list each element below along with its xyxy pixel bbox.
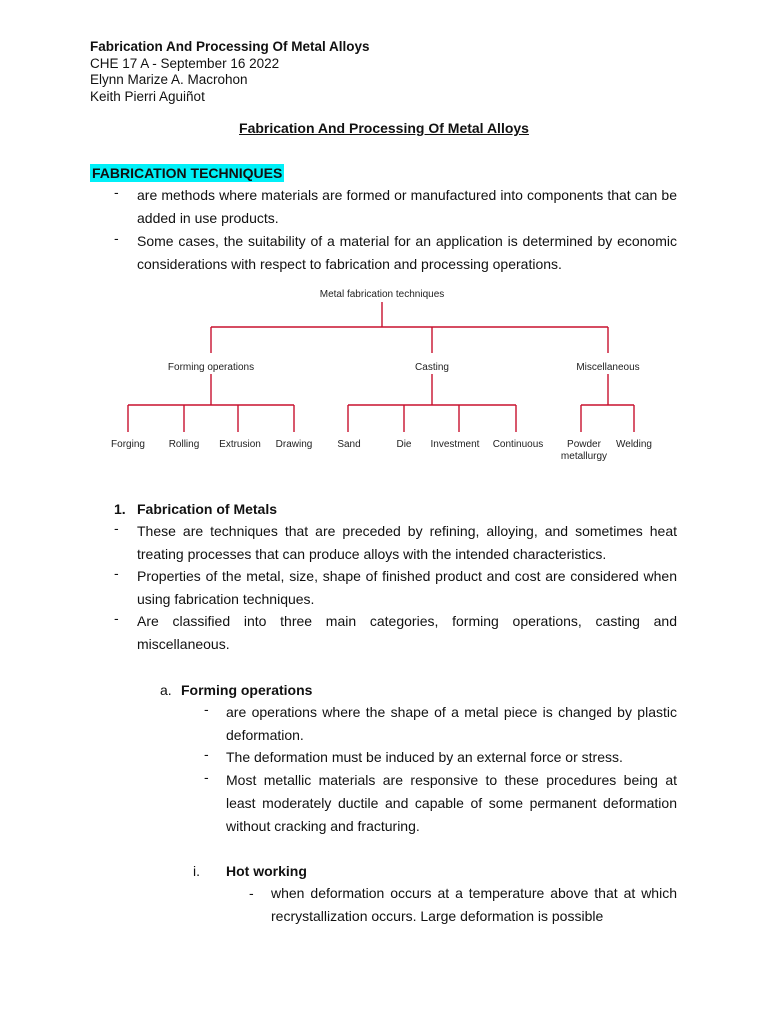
bullet-dash: - bbox=[114, 520, 119, 536]
bullet-dash: - bbox=[204, 746, 209, 762]
header-course-date: CHE 17 A - September 16 2022 bbox=[90, 56, 280, 71]
bullet-dash: - bbox=[114, 565, 119, 581]
bullet-dash: - bbox=[249, 885, 254, 901]
section-bullet-2: Some cases, the suitability of a material for an application is determined by economic considerations with respect to fabrication and processing operations. bbox=[137, 233, 677, 272]
subsection-a-bullet-1: are operations where the shape of a metal piece is changed by plastic deformation. bbox=[226, 704, 677, 743]
diagram-leaf-rolling: Rolling bbox=[168, 439, 200, 450]
bullet-dash: - bbox=[114, 184, 119, 200]
header-author-2: Keith Pierri Aguiñot bbox=[90, 89, 205, 104]
section-1-bullet-2: Properties of the metal, size, shape of finished product and cost are considered when using fabrication techniques. bbox=[137, 568, 677, 607]
subsection-i-numeral: i. bbox=[193, 863, 200, 879]
subsection-i-heading: Hot working bbox=[226, 863, 307, 879]
diagram-leaf-investment: Investment bbox=[430, 439, 480, 450]
header-doc-title: Fabrication And Processing Of Metal Alloys bbox=[90, 39, 370, 54]
diagram-group-miscellaneous: Miscellaneous bbox=[576, 362, 640, 373]
diagram-leaf-powder: Powder bbox=[567, 439, 601, 450]
subsection-i-bullet-1: when deformation occurs at a temperature above that at which recrystallization occurs. Large deformation is possible bbox=[271, 885, 677, 924]
bullet-dash: - bbox=[114, 610, 119, 626]
header-author-1: Elynn Marize A. Macrohon bbox=[90, 72, 248, 87]
section-1-bullet-1: These are techniques that are preceded by refining, alloying, and sometimes heat treating processes that can produce alloys with the intended characteristics. bbox=[137, 523, 677, 562]
subsection-a-bullet-2: The deformation must be induced by an external force or stress. bbox=[226, 749, 623, 765]
section-heading: FABRICATION TECHNIQUES bbox=[92, 165, 283, 181]
diagram-root-label: Metal fabrication techniques bbox=[319, 289, 445, 300]
bullet-dash: - bbox=[204, 701, 209, 717]
bullet-dash: - bbox=[114, 230, 119, 246]
diagram-leaf-extrusion: Extrusion bbox=[219, 439, 261, 450]
fabrication-techniques-diagram bbox=[0, 280, 768, 470]
diagram-leaf-die: Die bbox=[396, 439, 412, 450]
section-bullet-1: are methods where materials are formed or manufactured into components that can be added in use products. bbox=[137, 187, 677, 226]
subsection-a-heading: Forming operations bbox=[181, 682, 313, 698]
diagram-leaf-drawing: Drawing bbox=[275, 439, 313, 450]
subsection-a-letter: a. bbox=[160, 682, 172, 698]
main-title: Fabrication And Processing Of Metal Alloys bbox=[239, 120, 529, 136]
diagram-leaf-continuous: Continuous bbox=[492, 439, 544, 450]
diagram-leaf-powder-line2: metallurgy bbox=[560, 451, 608, 462]
diagram-leaf-sand: Sand bbox=[337, 439, 361, 450]
section-1-heading: Fabrication of Metals bbox=[137, 501, 278, 517]
diagram-leaf-welding: Welding bbox=[616, 439, 652, 450]
bullet-dash: - bbox=[204, 769, 209, 785]
diagram-group-forming: Forming operations bbox=[167, 362, 255, 373]
section-1-number: 1. bbox=[114, 501, 126, 517]
subsection-a-bullet-3: Most metallic materials are responsive to these procedures being at least moderately ductile and capable of some permanent deformation without cracking and fracturing. bbox=[226, 772, 677, 834]
diagram-group-casting: Casting bbox=[415, 362, 449, 373]
section-1-bullet-3: Are classified into three main categories, forming operations, casting and miscellaneous. bbox=[137, 613, 677, 652]
diagram-leaf-forging: Forging bbox=[111, 439, 145, 450]
